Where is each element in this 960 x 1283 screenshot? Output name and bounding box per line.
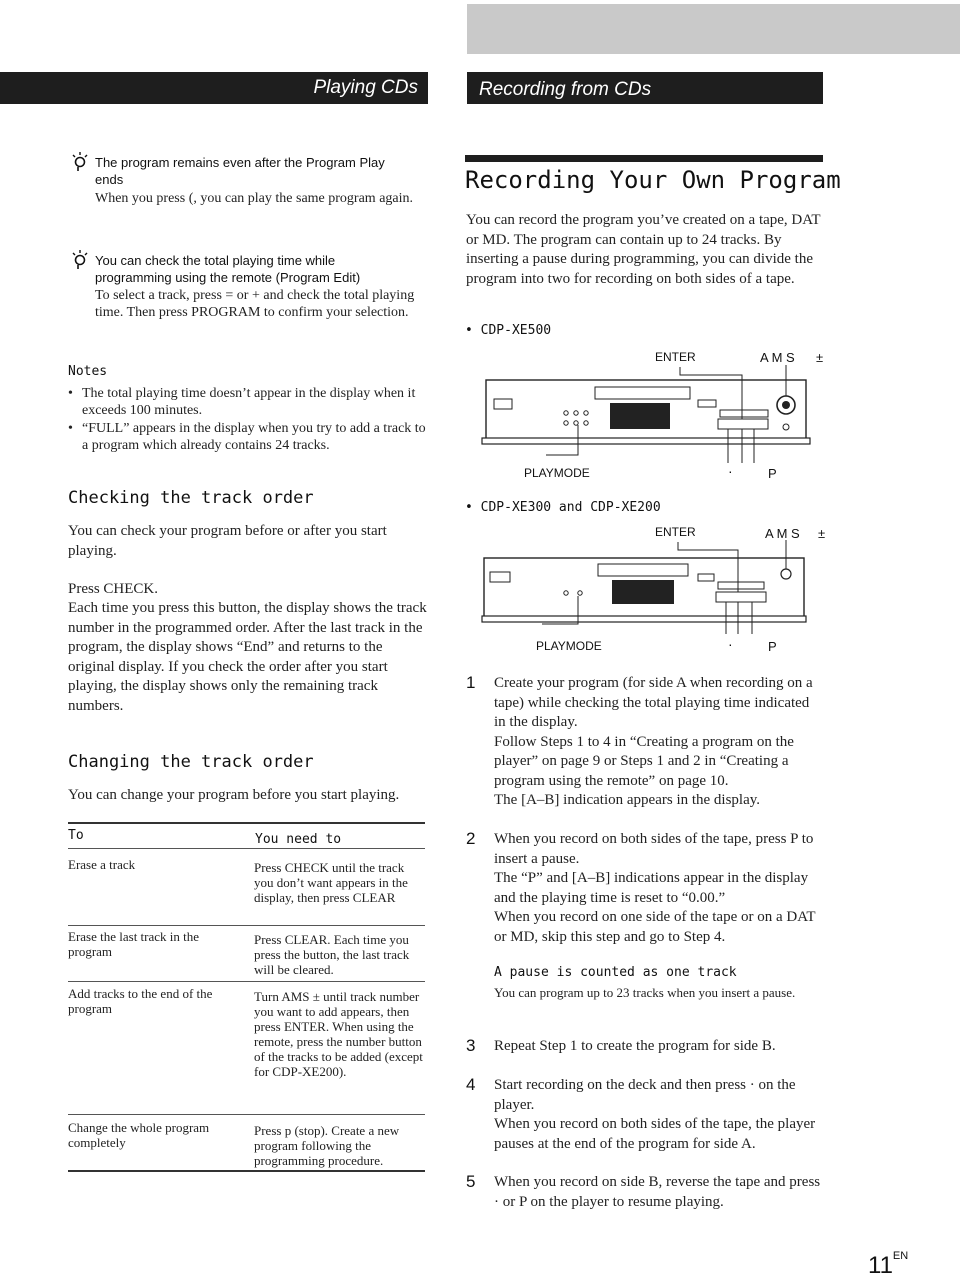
table-bottom-rule [68,1170,425,1172]
table-cell-action: Press CLEAR. Each time you press the button, the last track will be cleared. [254,932,410,977]
pause-note-body: You can program up to 23 tracks when you insert a pause. [494,985,796,1000]
label-ams: A M S [765,526,800,541]
table-cell-to: Erase the last track in the program [68,929,200,959]
label-playmode: PLAYMODE [524,466,590,480]
label-ams: A M S [760,350,795,365]
step-3-body: Repeat Step 1 to create the program for side B. [494,1038,776,1054]
notes-list [68,385,428,454]
checking-detail: Each time you press this button, the display shows the track number in the programmed order. After the last track in the program, the display shows “End” and returns to the original display. If you check the order after you start playing, the display shows only the remaining track numbers. [68,600,427,714]
model-1-name: • CDP-XE500 [465,323,552,338]
step-1-number: 1 [466,673,476,692]
header-left-bar [0,72,428,104]
table-row-rule [68,1114,425,1115]
table-cell-action: Press p (stop). Create a new program following the programming procedure. [254,1123,400,1168]
pause-note-title: A pause is counted as one track [494,965,737,980]
table-row-rule [68,925,425,926]
label-pause-p: P [768,466,777,481]
label-play-dot: · [728,636,733,652]
header-right-bar [467,72,823,104]
table-cell-to: Erase a track [68,857,136,872]
table-header-to: To [68,828,84,843]
tip-1-title: The program remains even after the Program Play ends [95,155,385,187]
tip-1-body: When you press (, you can play the same program again. [95,191,414,206]
checking-intro: You can check your program before or after you start playing. [68,523,387,559]
recording-intro: You can record the program you’ve created on a tape, DAT or MD. The program can contain up to 24 tracks. By inserting a pause during programming, you can divide the program into two for recording on both sides of a tape. [466,212,821,287]
table-top-rule [68,822,425,824]
table-cell-action: Turn AMS ± until track number you want to add appears, then press ENTER. When using the remote, press the number button of the tracks to be added (except for CDP-XE200). [254,989,423,1079]
lightbulb-icon [70,150,90,172]
step-3-number: 3 [466,1036,476,1055]
table-cell-to: Add tracks to the end of the program [68,986,213,1016]
tip-2-title: You can check the total playing time while programming using the remote (Program Edit) [95,253,361,285]
table-cell-to: Change the whole program completely [68,1120,210,1150]
header-gray-block [467,4,960,54]
step-5-body: When you record on side B, reverse the tape and press · or P on the player to resume playing. [494,1174,821,1210]
label-plus-minus: ± [816,350,824,365]
table-row-rule [68,981,425,982]
page-number: $11^{EN}$ [868,1250,909,1279]
table-header-rule [68,848,425,849]
recording-title: Recording Your Own Program [465,166,841,194]
notes-title: Notes [68,364,108,379]
note-item: • The total playing time doesn’t appear in the display when it exceeds 100 minutes. [68,386,416,418]
step-5-number: 5 [466,1172,476,1191]
header-left-title: Playing CDs [313,77,418,98]
step-1-body: Create your program (for side A when recording on a tape) while checking the total playing time indicated in the display. Follow Steps 1 to 4 in “Creating a program on the player” on page 9 or Steps 1 and 2 in “Creating a program using the remote” on page 10. The [A–B] indication appears in the display. [494,675,813,808]
label-play-dot: · [728,463,733,479]
step-4-body: Start recording on the deck and then press · on the player. When you record on both sides of the tape, the player pauses at the end of the program for side A. [494,1077,816,1152]
label-enter: ENTER [655,525,696,539]
model-2-name: • CDP-XE300 and CDP-XE200 [465,500,661,515]
label-enter: ENTER [655,350,696,364]
step-2-body: When you record on both sides of the tape, press P to insert a pause. The “P” and [A–B] indications appear in the display and the playing time is reset to “0.00.” When you record on one side of the tape or on a DAT or MD, skip this step and go to Step 4. [494,831,816,945]
changing-title: Changing the track order [68,752,314,772]
header-right-title: Recording from CDs [479,79,652,100]
checking-step: Press CHECK. [68,581,159,597]
label-plus-minus: ± [818,526,826,541]
page-suffix: EN [892,1250,909,1262]
tip-2-body: To select a track, press = or + and check the total playing time. Then press PROGRAM to confirm your selection. [95,288,415,320]
step-2-number: 2 [466,829,476,848]
device-diagram-xe500 [480,345,825,485]
changing-intro: You can change your program before you start playing. [68,787,400,803]
step-4-number: 4 [466,1075,476,1094]
label-pause-p: P [768,639,777,654]
section-rule [465,155,823,162]
label-playmode: PLAYMODE [536,639,602,653]
table-cell-action: Press CHECK until the track you don’t want appears in the display, then press CLEAR [254,860,408,905]
table-header-need: You need to [255,832,342,847]
note-item: • “FULL” appears in the display when you try to add a track to a program which already contains 24 tracks. [68,421,426,453]
lightbulb-icon [70,248,90,270]
checking-title: Checking the track order [68,488,314,508]
